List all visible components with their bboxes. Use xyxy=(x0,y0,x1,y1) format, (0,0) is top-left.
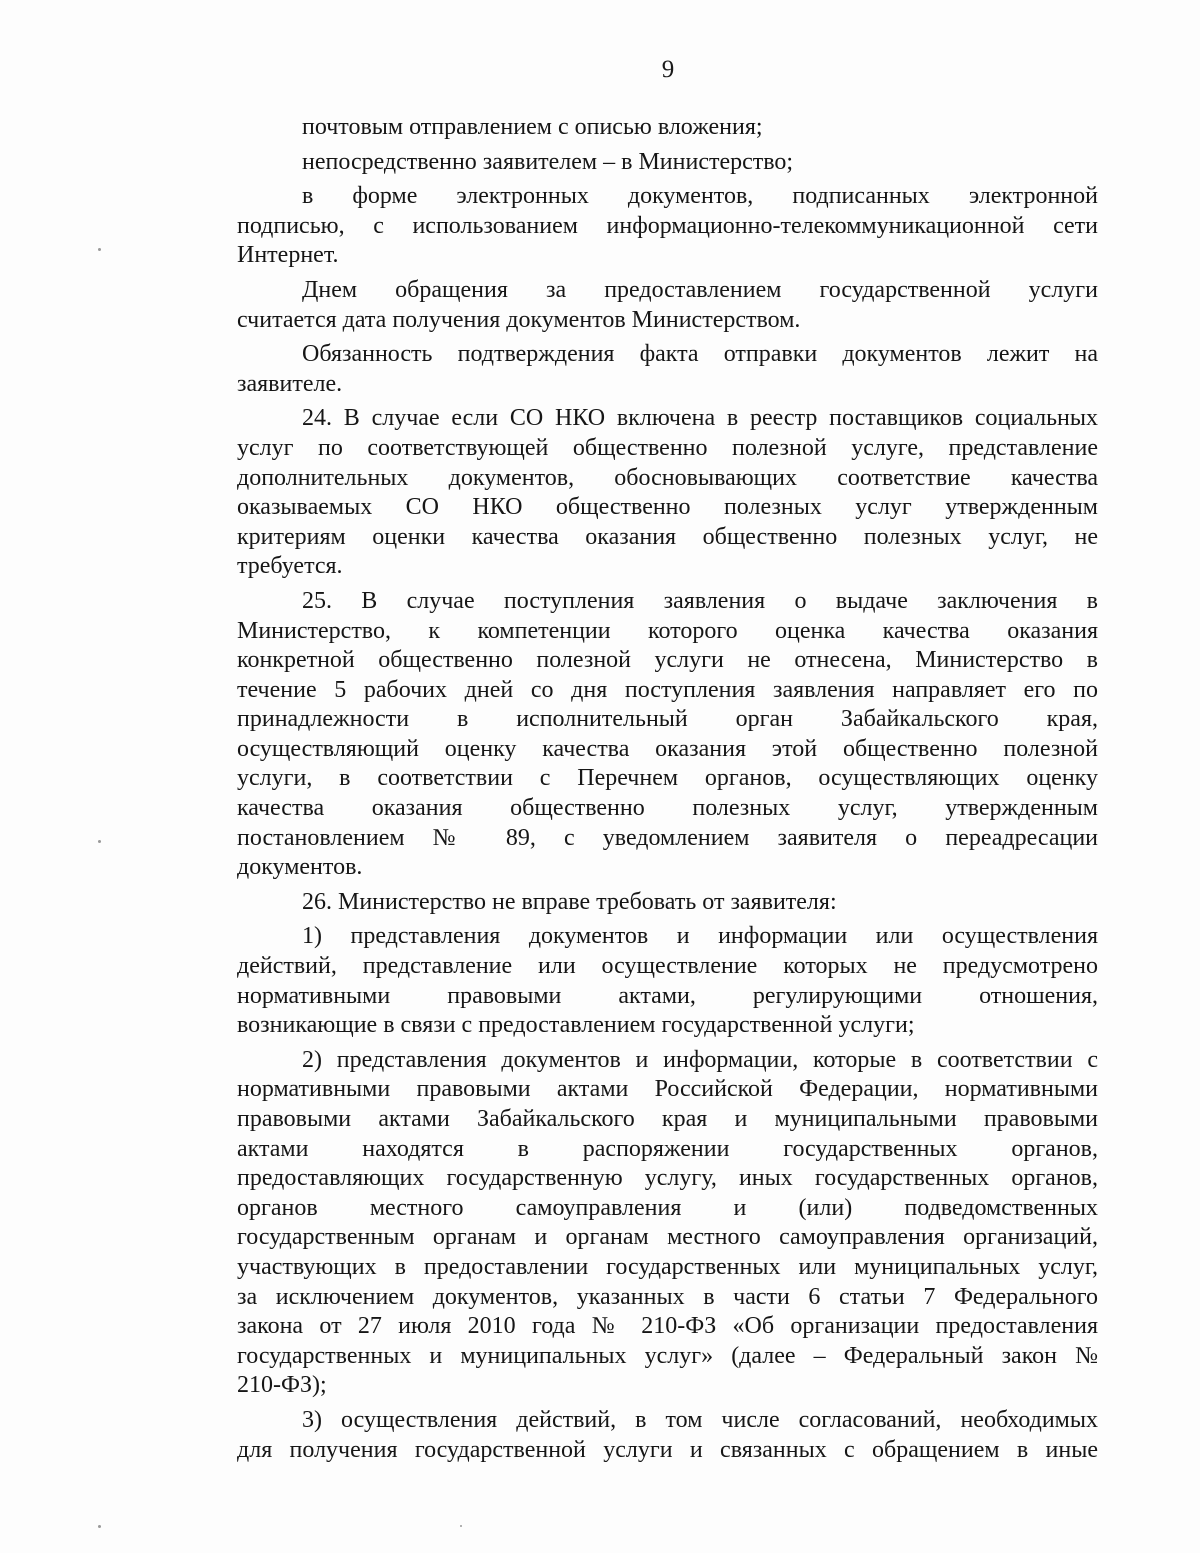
paragraph xyxy=(237,1046,1098,1401)
text-line: органов местного самоуправления и (или) подведомственных xyxy=(237,1194,1098,1221)
text-line: конкретной общественно полезной услуги не отнесена, Министерство в xyxy=(237,647,1098,674)
text-line: государственных и муниципальных услуг» (далее – Федеральный закон № xyxy=(237,1342,1098,1369)
text-line: действий, представление или осуществление которых не предусмотрено xyxy=(237,953,1098,980)
text-line: 2) представления документов и информации, которые в соответствии с xyxy=(302,1046,1098,1073)
text-line: непосредственно заявителем – в Министерство; xyxy=(302,148,794,175)
text-line: критериям оценки качества оказания общественно полезных услуг, не xyxy=(237,523,1098,550)
text-line: считается дата получения документов Министерством. xyxy=(237,306,801,333)
text-line: почтовым отправлением с описью вложения; xyxy=(302,114,763,140)
text-line: предоставляющих государственную услугу, иных государственных органов, xyxy=(237,1165,1098,1192)
text-line: Обязанность подтверждения факта отправки документов лежит на xyxy=(302,341,1098,368)
text-line: услуги, в соответствии с Перечнем органов, осуществляющих оценку xyxy=(237,765,1098,792)
scan-speck xyxy=(98,840,101,843)
text-line: нормативными правовыми актами, регулирующими отношения, xyxy=(237,982,1098,1009)
text-line: осуществляющий оценку качества оказания этой общественно полезной xyxy=(237,735,1098,762)
text-line: принадлежности в исполнительный орган Забайкальского края, xyxy=(237,706,1098,733)
text-line: возникающие в связи с предоставлением государственной услуги; xyxy=(237,1012,915,1039)
paragraph xyxy=(237,888,1098,918)
text-line: течение 5 рабочих дней со дня поступления заявления направляет его по xyxy=(237,676,1098,703)
text-line: Интернет. xyxy=(237,242,339,269)
text-line: документов. xyxy=(237,854,363,881)
paragraph xyxy=(237,340,1098,399)
paragraph xyxy=(237,404,1098,582)
text-line: нормативными правовыми актами Российской Федерации, нормативными xyxy=(237,1076,1098,1103)
text-line: за исключением документов, указанных в части 6 статьи 7 Федерального xyxy=(237,1283,1098,1310)
text-line: 3) осуществления действий, в том числе согласований, необходимых xyxy=(302,1406,1098,1433)
text-line: 24. В случае если СО НКО включена в реестр поставщиков социальных xyxy=(302,405,1098,432)
text-line: требуется. xyxy=(237,553,343,580)
text-line: Министерство, к компетенции которого оценка качества оказания xyxy=(237,617,1098,644)
text-line: услуг по соответствующей общественно полезной услуге, представление xyxy=(237,434,1098,461)
paragraph xyxy=(237,113,1098,143)
paragraph xyxy=(237,148,1098,178)
scan-speck xyxy=(98,248,101,251)
page-number: 9 xyxy=(661,56,675,83)
text-line: качества оказания общественно полезных услуг, утвержденным xyxy=(237,795,1098,822)
text-line: постановлением № 89, с уведомлением заявителя о переадресации xyxy=(237,824,1098,851)
text-line: актами находятся в распоряжении государственных органов, xyxy=(237,1135,1098,1162)
scan-speck xyxy=(460,1525,462,1527)
paragraph xyxy=(237,922,1098,1040)
scan-speck xyxy=(98,1525,101,1528)
paragraph xyxy=(237,276,1098,335)
text-line: оказываемых СО НКО общественно полезных услуг утвержденным xyxy=(237,494,1098,521)
text-line: государственным органам и органам местного самоуправления организаций, xyxy=(237,1224,1098,1251)
text-line: Днем обращения за предоставлением государственной услуги xyxy=(302,276,1098,303)
text-line: правовыми актами Забайкальского края и муниципальными правовыми xyxy=(237,1106,1098,1132)
paragraph xyxy=(237,1406,1098,1465)
text-line: в форме электронных документов, подписанных электронной xyxy=(302,183,1098,210)
text-line: участвующих в предоставлении государственных или муниципальных услуг, xyxy=(237,1253,1098,1280)
paragraph xyxy=(237,182,1098,271)
text-line: дополнительных документов, обосновывающих соответствие качества xyxy=(237,464,1098,491)
text-line: закона от 27 июля 2010 года № 210-ФЗ «Об организации предоставления xyxy=(237,1313,1098,1340)
text-line: подписью, с использованием информационно-телекоммуникационной сети xyxy=(237,212,1098,239)
text-line: 1) представления документов и информации или осуществления xyxy=(302,923,1098,950)
text-line: 210-ФЗ); xyxy=(237,1372,327,1399)
text-line: 26. Министерство не вправе требовать от заявителя: xyxy=(302,888,837,915)
text-line: заявителе. xyxy=(237,370,343,397)
document-body xyxy=(237,113,1098,1465)
paragraph xyxy=(237,587,1098,883)
text-line: 25. В случае поступления заявления о выдаче заключения в xyxy=(302,587,1098,614)
text-line: для получения государственной услуги и связанных с обращением в иные xyxy=(237,1436,1098,1463)
